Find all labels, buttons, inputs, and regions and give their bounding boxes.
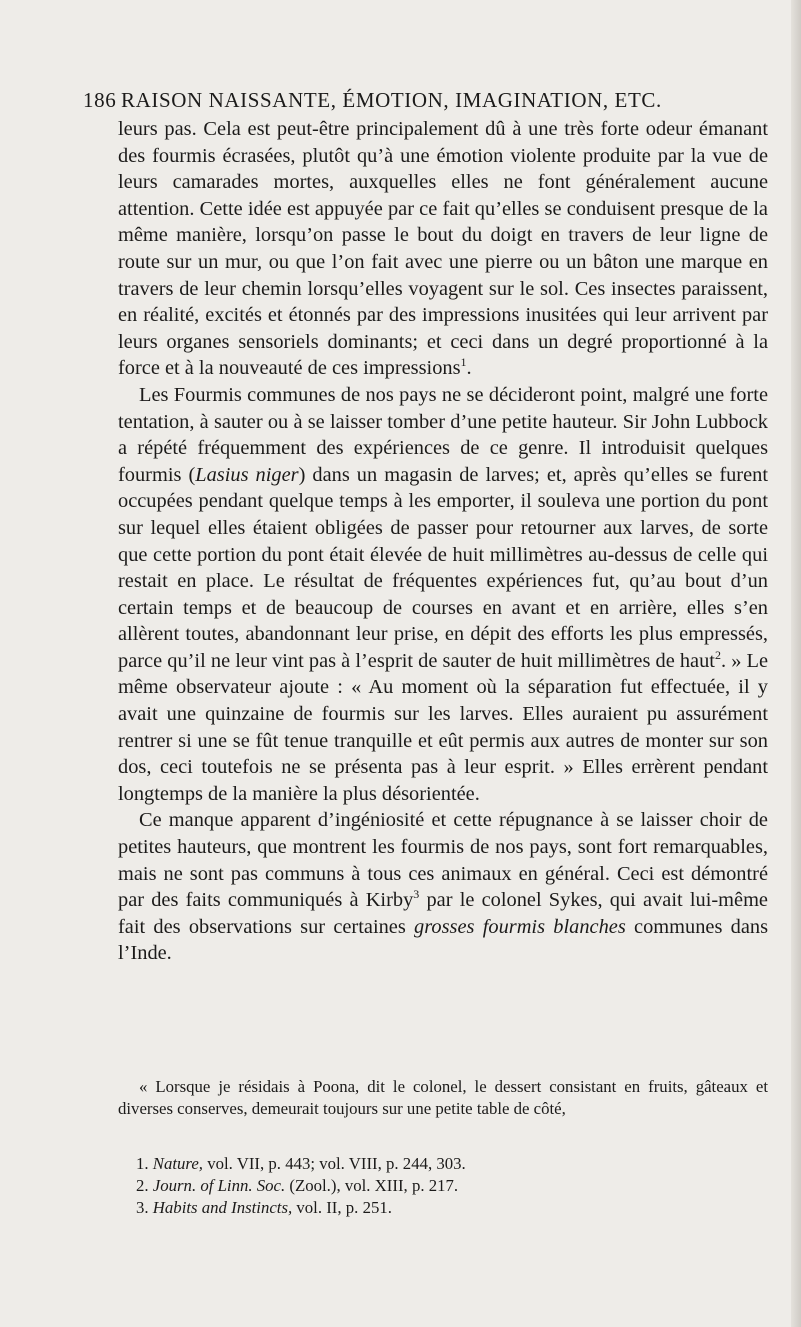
paragraph-1-text: leurs pas. Cela est peut-être principalement dû à une très forte odeur émanant des fourmis écrasées, plutôt qu’à une émotion violente produite par la vue de leurs camarades mortes, auxquelles elles ne font généralement aucune attention. Cette idée est appuyée par ce fait qu’elles se conduisent presque de la même manière, lorsqu’on passe le bout du doigt en travers de leur ligne de route sur un mur, ou que l’on fait avec une pierre ou un bâton une marque en travers de leur chemin lorsqu’elles voyagent sur le sol. Ces insectes paraissent, en réalité, excités et étonnés par des impressions inusitées qui leur arrivent par leurs organes sensoriels dominants; et ceci dans un degré proportionné à la force et à la nouveauté de ces impressions — [118, 118, 768, 380]
paragraph-2-text-c: . » Le même observateur ajoute : « Au moment où la séparation fut effectuée, il y avait une quinzaine de fourmis sur les larves. Elles auraient pu assurément rentrer si une se fût tenue tranquille et eût permis aux autres de monter sur son dos, ceci toutefois ne se présenta pas à leur esprit. » Elles errèrent pendant longtemps de la manière la plus désorientée. — [118, 649, 769, 805]
species-name: Lasius niger — [195, 463, 299, 486]
footnote-ref-3[interactable]: 3 — [413, 887, 420, 902]
paragraph-3-text-a: Ce manque apparent d’ingéniosité et cette répugnance à se laisser choir de petites hauteurs, que montrent les fourmis de nos pays, sont fort remarquables, mais ne sont pas communs à tous ces animaux en général. Ceci est démontré par des faits communiqués à Kirby — [118, 809, 768, 912]
footnotes — [136, 1153, 756, 1219]
footnote-title: Habits and Instincts, — [152, 1198, 293, 1217]
paragraph-1-end: . — [466, 357, 472, 380]
paragraph-1 — [118, 116, 768, 382]
quote-paragraph: « Lorsque je résidais à Poona, dit le colonel, le dessert consistant en fruits, gâteaux et diverses conserves, demeurait toujours sur une petite table de côté, — [118, 1077, 768, 1118]
footnote-title: Nature, — [152, 1154, 203, 1173]
footnote-ref-2[interactable]: 2 — [714, 648, 721, 663]
footnote-reference: (Zool.), vol. XIII, p. 217. — [285, 1176, 459, 1195]
footnote-3 — [136, 1197, 756, 1219]
footnote-number: 2. — [136, 1176, 149, 1195]
page-edge-shadow — [791, 0, 801, 1327]
paragraph-3-text-b: par le colonel Sykes, qui avait lui-même fait des observations sur certaines — [118, 889, 768, 938]
paragraph-2-text-b: ) dans un magasin de larves; et, après qu’elles se furent occupées pendant quelque temps à les emporter, il souleva une portion du pont sur lequel elles étaient obligées de passer pour retourner aux larves, de sorte que cette portion du pont était élevée de huit millimètres au-dessus de celle qui restait en place. Le résultat de fréquentes expériences fut, qu’au bout d’un certain temps et de beaucoup de courses en avant et en arrière, elles s’en allèrent toutes, abandonnant leur prise, en dépit des efforts les plus empressés, parce qu’il ne leur vint pas à l’esprit de sauter de huit millimètres de haut — [118, 463, 769, 672]
running-header — [83, 88, 763, 118]
footnote-reference: vol. II, p. 251. — [292, 1198, 392, 1217]
footnote-ref-1[interactable]: 1 — [460, 355, 467, 370]
paragraph-3 — [118, 807, 768, 967]
page-number: 186 — [83, 88, 117, 112]
footnote-1 — [136, 1153, 756, 1175]
paragraph-3-italic: grosses fourmis blanches — [414, 915, 626, 938]
running-title: RAISON NAISSANTE, ÉMOTION, IMAGINATION, ETC. — [121, 88, 662, 112]
body-text — [118, 116, 768, 967]
paragraph-2-text-a: Les Fourmis communes de nos pays ne se décideront point, malgré une forte tentation, à sauter ou à se laisser tomber d’une petite hauteur. Sir John Lubbock a répété fréquemment des expériences de ce genre. Il introduisit quelques fourmis ( — [118, 383, 768, 486]
footnote-number: 1. — [136, 1154, 149, 1173]
footnote-2 — [136, 1175, 756, 1197]
footnote-reference: vol. VII, p. 443; vol. VIII, p. 244, 303. — [203, 1154, 466, 1173]
paragraph-2 — [118, 382, 768, 808]
footnote-number: 3. — [136, 1198, 149, 1217]
paragraph-3-text-c: communes dans l’Inde. — [118, 915, 768, 965]
footnote-title: Journ. of Linn. Soc. — [152, 1176, 286, 1195]
